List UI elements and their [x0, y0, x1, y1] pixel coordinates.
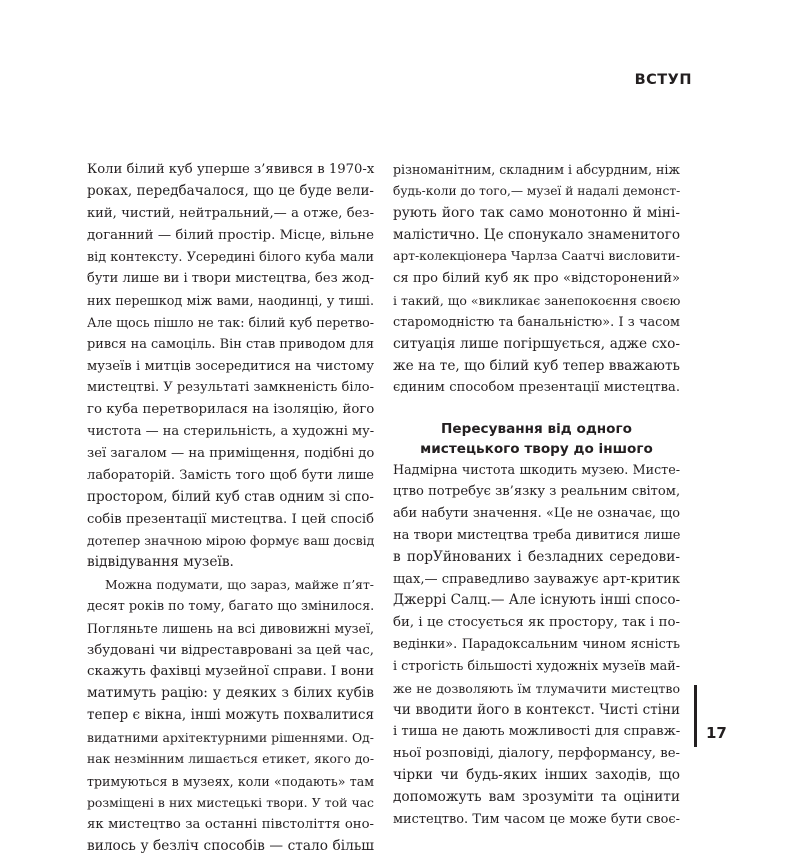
text-line: ведінки». Парадоксальним чином ясність	[393, 637, 680, 653]
text-line: музеїв і митців зосередитися на чистому	[87, 358, 374, 374]
text-line: десят років по тому, багато що змінилося.	[87, 598, 375, 614]
left-column	[87, 159, 374, 858]
text-line: збудовані чи відреставровані за цей час,	[87, 642, 375, 658]
text-line: в порУйнованих і безладних середови-	[393, 548, 680, 565]
text-line: відвідування музеїв.	[87, 554, 234, 571]
text-line: же не дозволяють їм тлумачити мистецтво	[393, 680, 680, 696]
section-title: ВСТУП	[634, 72, 692, 88]
text-line: Але щось пішло не так: білий куб перетво-	[87, 314, 374, 330]
text-line: аби набути значення. «Це не означає, що	[393, 505, 680, 521]
text-line: Можна подумати, що зараз, майже п’ят-	[105, 577, 374, 593]
subheading-line: Пересування від одного	[441, 421, 632, 438]
text-line: чи вводити його в контекст. Чисті стіни	[393, 701, 680, 718]
text-line: дотепер значною мірою формує ваш досвід	[87, 533, 375, 549]
text-line: би, і це стосується як простору, так і по-	[393, 615, 680, 631]
text-line: на твори мистецтва треба дивитися лише	[393, 527, 681, 543]
text-line: видатними архітектурними рішеннями. Од-	[87, 729, 374, 745]
text-line: цтво потребує зв’язку з реальним світом,	[393, 484, 681, 500]
text-line: тепер є вікна, інші можуть похвалитися	[87, 707, 374, 724]
text-line: мистецтві. У результаті замкненість біло-	[87, 380, 374, 396]
text-line: як мистецтво за останні півстоліття оно-	[87, 817, 374, 833]
text-line: будь-коли до того,— музеї й надалі демонст-	[393, 183, 681, 198]
text-line: роках, передбачалося, що це буде вели-	[87, 182, 374, 199]
text-line: доганний — білий простір. Місце, вільне	[87, 227, 374, 243]
text-line: лабораторій. Замість того щоб бути лише	[87, 467, 374, 483]
text-line: рився на самоціль. Він став приводом для	[87, 336, 374, 352]
page-number: 17	[706, 724, 727, 742]
text-line: ситуація лише погіршується, адже схо-	[393, 335, 680, 352]
text-line: Коли білий куб уперше з’явився в 1970-х	[87, 162, 375, 177]
text-line: зеї загалом — на приміщення, подібні до	[87, 445, 375, 461]
text-line: і строгість більшості художніх музеїв май-	[393, 658, 681, 674]
subheading-line: мистецького твору до іншого	[420, 440, 653, 457]
text-line: них перешкод між вами, наодинці, у тиші.	[87, 293, 374, 309]
text-line: скажуть фахівці музейної справи. І вони	[87, 664, 374, 680]
text-line: і такий, що «викликає занепокоєння своєю	[393, 293, 681, 309]
text-line: собів презентації мистецтва. І цей спосіб	[87, 511, 374, 527]
text-line: від контексту. Усередині білого куба мали	[87, 249, 374, 265]
text-line: єдиним способом презентації мистецтва.	[393, 380, 680, 396]
text-line: розміщені в них мистецькі твори. У той час	[87, 795, 374, 811]
text-line: ньої розповіді, діалогу, перформансу, ве-	[393, 746, 680, 762]
text-line: Джеррі Салц.— Але існують інші спосо-	[393, 592, 681, 609]
text-line: вилось у безліч способів — стало більш	[87, 838, 374, 855]
text-line: матимуть рацію: у деяких з білих кубів	[87, 685, 374, 702]
text-line: Надмірна чистота шкодить музею. Мисте-	[393, 462, 680, 478]
text-line: ся про білий куб як про «відсторонений»	[393, 271, 680, 287]
right-column	[393, 159, 680, 831]
text-line: нак незмінним лишається етикет, якого до-	[87, 751, 374, 766]
text-line: рують його так само монотонно й міні-	[393, 204, 680, 221]
text-line: щах,— справедливо зауважує арт-критик	[393, 571, 681, 587]
text-line: бути лише ви і твори мистецтва, без жод-	[87, 271, 374, 287]
text-line: мистецтво. Тим часом це може бути своє-	[393, 811, 680, 827]
text-line: малістично. Це спонукало знаменитого	[393, 226, 680, 243]
text-line: старомодністю та банальністю». І з часом	[393, 314, 680, 330]
text-line: го куба перетворилася на ізоляцію, його	[87, 402, 375, 418]
text-line: чистота — на стерильність, а художні му-	[87, 424, 375, 440]
text-line: і тиша не дають можливості для справж-	[393, 724, 681, 740]
text-line: Погляньте лишень на всі дивовижні музеї,	[87, 620, 374, 636]
text-line: же на те, що білий куб тепер вважають	[393, 357, 680, 374]
text-line: допоможуть вам зрозуміти та оцінити	[393, 788, 680, 805]
text-line: чірки чи будь-яких інших заходів, що	[393, 767, 680, 784]
text-line: кий, чистий, нейтральний,— а отже, без-	[87, 205, 374, 221]
page-number-rule	[694, 685, 697, 747]
text-line: різноманітним, складним і абсурдним, ніж	[393, 162, 680, 177]
text-line: арт-колекціонера Чарлза Саатчі висловити-	[393, 249, 680, 264]
text-line: простором, білий куб став одним зі спо-	[87, 488, 374, 505]
text-line: тримуються в музеях, коли «подають» там	[87, 773, 374, 789]
